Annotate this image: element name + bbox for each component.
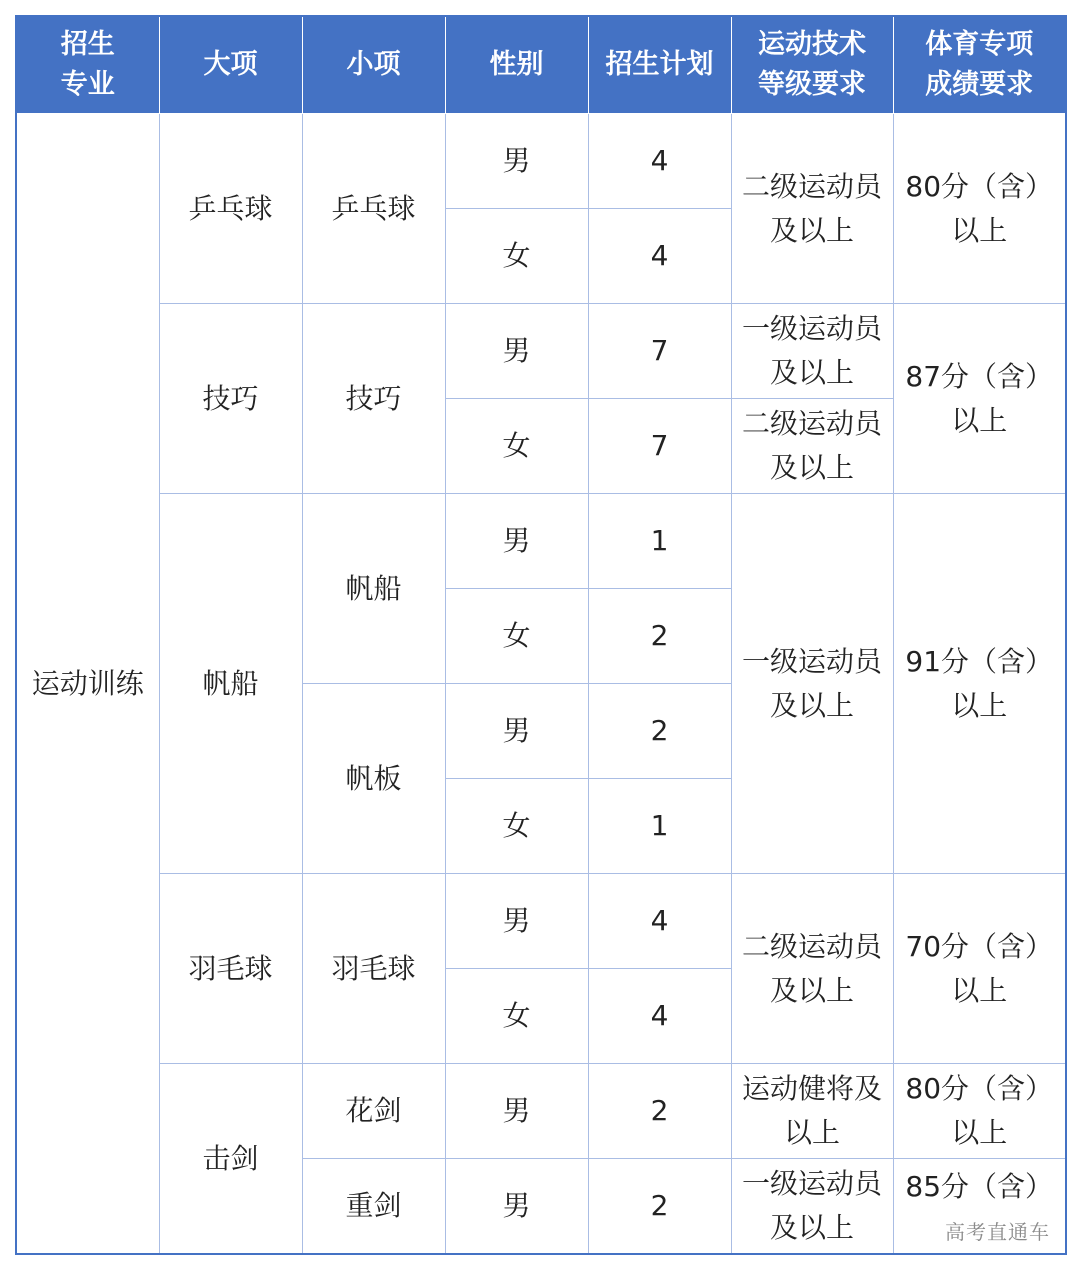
plan-cell: 7	[588, 304, 731, 399]
score-cell: 85分（含）	[893, 1159, 1066, 1254]
header-row	[16, 16, 1066, 114]
gender-cell: 女	[445, 209, 588, 304]
gender-cell: 男	[445, 494, 588, 589]
score-cell: 91分（含） 以上	[893, 494, 1066, 874]
gender-cell: 男	[445, 1159, 588, 1254]
table-row	[16, 874, 1066, 969]
category-cell: 击剑	[159, 1064, 302, 1254]
gender-cell: 女	[445, 399, 588, 494]
plan-cell: 2	[588, 684, 731, 779]
tech-level-cell: 二级运动员 及以上	[731, 399, 893, 494]
tech-level-cell: 一级运动员 及以上	[731, 1159, 893, 1254]
category-cell: 技巧	[159, 304, 302, 494]
plan-cell: 4	[588, 969, 731, 1064]
gender-cell: 男	[445, 304, 588, 399]
subcategory-cell: 重剑	[302, 1159, 445, 1254]
category-cell: 羽毛球	[159, 874, 302, 1064]
gender-cell: 男	[445, 1064, 588, 1159]
header-subcategory: 小项	[302, 16, 445, 114]
plan-cell: 1	[588, 779, 731, 874]
plan-cell: 2	[588, 1159, 731, 1254]
score-cell: 80分（含） 以上	[893, 1064, 1066, 1159]
table-row	[16, 494, 1066, 589]
subcategory-cell: 乒乓球	[302, 114, 445, 304]
subcategory-cell: 帆船	[302, 494, 445, 684]
header-score: 体育专项 成绩要求	[893, 16, 1066, 114]
table-row	[16, 114, 1066, 209]
header-major: 招生 专业	[16, 16, 159, 114]
header-category: 大项	[159, 16, 302, 114]
tech-level-cell: 运动健将及 以上	[731, 1064, 893, 1159]
tech-level-cell: 一级运动员 及以上	[731, 494, 893, 874]
subcategory-cell: 帆板	[302, 684, 445, 874]
tech-level-cell: 二级运动员 及以上	[731, 874, 893, 1064]
gender-cell: 女	[445, 589, 588, 684]
plan-cell: 4	[588, 209, 731, 304]
subcategory-cell: 花剑	[302, 1064, 445, 1159]
tech-level-cell: 二级运动员 及以上	[731, 114, 893, 304]
plan-cell: 4	[588, 874, 731, 969]
category-cell: 乒乓球	[159, 114, 302, 304]
tech-level-cell: 一级运动员 及以上	[731, 304, 893, 399]
gender-cell: 男	[445, 114, 588, 209]
gender-cell: 男	[445, 874, 588, 969]
gender-cell: 女	[445, 969, 588, 1064]
header-plan: 招生计划	[588, 16, 731, 114]
plan-cell: 2	[588, 589, 731, 684]
plan-cell: 2	[588, 1064, 731, 1159]
header-tech-level: 运动技术 等级要求	[731, 16, 893, 114]
score-cell: 87分（含） 以上	[893, 304, 1066, 494]
table-row	[16, 1064, 1066, 1159]
plan-cell: 7	[588, 399, 731, 494]
score-cell: 80分（含） 以上	[893, 114, 1066, 304]
plan-cell: 4	[588, 114, 731, 209]
subcategory-cell: 技巧	[302, 304, 445, 494]
watermark: 高考直通车	[945, 1220, 1050, 1244]
table-row	[16, 304, 1066, 399]
major-cell: 运动训练	[16, 114, 159, 1255]
gender-cell: 男	[445, 684, 588, 779]
plan-cell: 1	[588, 494, 731, 589]
subcategory-cell: 羽毛球	[302, 874, 445, 1064]
header-gender: 性别	[445, 16, 588, 114]
category-cell: 帆船	[159, 494, 302, 874]
score-cell: 70分（含） 以上	[893, 874, 1066, 1064]
gender-cell: 女	[445, 779, 588, 874]
admission-table	[15, 15, 1067, 1255]
